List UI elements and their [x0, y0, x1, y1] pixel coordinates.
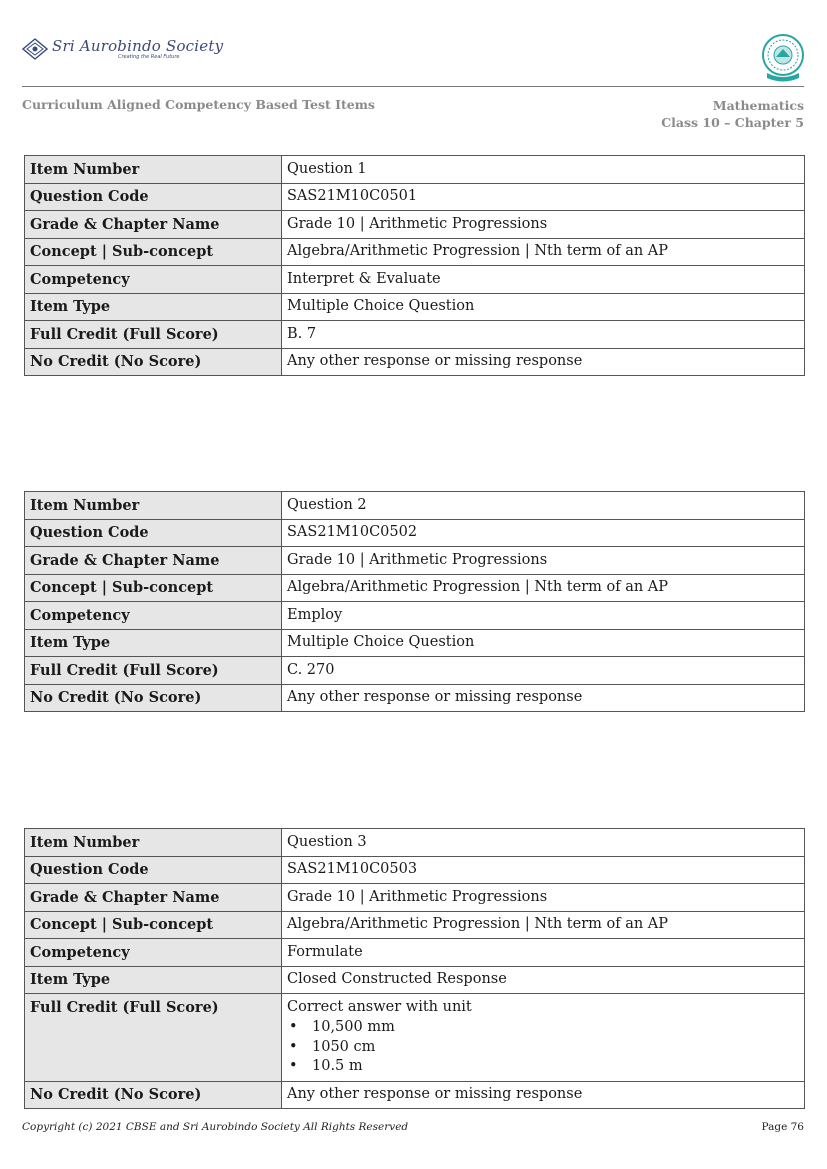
row-value: Grade 10 | Arithmetic Progressions: [282, 884, 805, 912]
row-value: Formulate: [282, 939, 805, 967]
row-label: Item Number: [25, 156, 282, 184]
row-value: Grade 10 | Arithmetic Progressions: [282, 547, 805, 575]
table-row: [25, 492, 805, 520]
row-value: SAS21M10C0501: [282, 183, 805, 211]
row-label: Full Credit (Full Score): [25, 657, 282, 685]
copyright-notice: Copyright (c) 2021 CBSE and Sri Aurobindo Society All Rights Reserved: [22, 1121, 409, 1133]
row-value: Closed Constructed Response: [282, 966, 805, 994]
document-title: Curriculum Aligned Competency Based Test Items: [22, 97, 375, 112]
table-row: [25, 966, 805, 994]
row-label: Competency: [25, 939, 282, 967]
row-label: No Credit (No Score): [25, 348, 282, 376]
row-label: Concept | Sub-concept: [25, 574, 282, 602]
row-label: Item Number: [25, 829, 282, 857]
row-value: Question 3: [282, 829, 805, 857]
row-value: Question 2: [282, 492, 805, 520]
row-value: Employ: [282, 602, 805, 630]
row-label: Concept | Sub-concept: [25, 238, 282, 266]
row-label: Grade & Chapter Name: [25, 547, 282, 575]
list-item: • 10,500 mm: [287, 1018, 799, 1038]
table-row: [25, 348, 805, 376]
row-label: Item Type: [25, 293, 282, 321]
item-table-question-1: [24, 155, 805, 376]
row-label: Competency: [25, 602, 282, 630]
table-row: [25, 657, 805, 685]
item-table-question-3: [24, 828, 805, 1109]
row-value: Interpret & Evaluate: [282, 266, 805, 294]
row-value: Any other response or missing response: [282, 348, 805, 376]
table-row: [25, 321, 805, 349]
table-row: [25, 211, 805, 239]
table-row: [25, 547, 805, 575]
society-logo-name: Sri Aurobindo Society: [52, 37, 224, 55]
row-label: Competency: [25, 266, 282, 294]
row-label: Full Credit (Full Score): [25, 321, 282, 349]
row-label: Item Number: [25, 492, 282, 520]
table-row: [25, 684, 805, 712]
row-label: Item Type: [25, 966, 282, 994]
table-row: [25, 574, 805, 602]
table-row: [25, 856, 805, 884]
row-value: B. 7: [282, 321, 805, 349]
row-label: Item Type: [25, 629, 282, 657]
answer-bullet-list: [287, 1018, 799, 1077]
row-value: Multiple Choice Question: [282, 293, 805, 321]
row-label: Question Code: [25, 183, 282, 211]
row-value: Multiple Choice Question: [282, 629, 805, 657]
row-label: Question Code: [25, 856, 282, 884]
table-row: [25, 183, 805, 211]
row-label: Grade & Chapter Name: [25, 884, 282, 912]
row-value: Algebra/Arithmetic Progression | Nth term of an AP: [282, 238, 805, 266]
item-table-question-2: [24, 491, 805, 712]
list-item: • 1050 cm: [287, 1038, 799, 1058]
row-value: SAS21M10C0502: [282, 519, 805, 547]
row-value: Question 1: [282, 156, 805, 184]
cbse-seal-icon: [761, 33, 805, 83]
row-value: Any other response or missing response: [282, 1081, 805, 1109]
table-row: [25, 911, 805, 939]
table-row: [25, 829, 805, 857]
table-row: [25, 156, 805, 184]
table-row: [25, 293, 805, 321]
row-value: Grade 10 | Arithmetic Progressions: [282, 211, 805, 239]
table-row: [25, 266, 805, 294]
table-row: [25, 519, 805, 547]
page-number: Page 76: [761, 1121, 804, 1133]
table-row: [25, 602, 805, 630]
table-row: [25, 884, 805, 912]
row-label: Concept | Sub-concept: [25, 911, 282, 939]
subject-info: [661, 97, 804, 131]
row-label: No Credit (No Score): [25, 684, 282, 712]
row-label: Grade & Chapter Name: [25, 211, 282, 239]
row-value: Any other response or missing response: [282, 684, 805, 712]
row-value: C. 270: [282, 657, 805, 685]
row-value: Correct answer with unit: [287, 999, 472, 1015]
society-logo-tagline: Creating the Real Future: [118, 54, 180, 60]
row-value: Algebra/Arithmetic Progression | Nth term of an AP: [282, 911, 805, 939]
society-emblem-icon: [22, 38, 48, 60]
row-label: Question Code: [25, 519, 282, 547]
row-label: Full Credit (Full Score): [25, 994, 282, 1082]
table-row: [25, 238, 805, 266]
table-row: [25, 994, 805, 1082]
table-row: [25, 1081, 805, 1109]
row-value: Algebra/Arithmetic Progression | Nth term of an AP: [282, 574, 805, 602]
list-item: • 10.5 m: [287, 1057, 799, 1077]
class-chapter: Class 10 – Chapter 5: [661, 115, 804, 130]
row-value-with-bullets: [282, 994, 805, 1082]
cbse-seal-logo: [761, 33, 805, 87]
table-row: [25, 939, 805, 967]
subject-name: Mathematics: [712, 98, 804, 113]
society-logo: [22, 38, 223, 60]
row-label: No Credit (No Score): [25, 1081, 282, 1109]
table-row: [25, 629, 805, 657]
row-value: SAS21M10C0503: [282, 856, 805, 884]
header-divider: [22, 86, 804, 87]
